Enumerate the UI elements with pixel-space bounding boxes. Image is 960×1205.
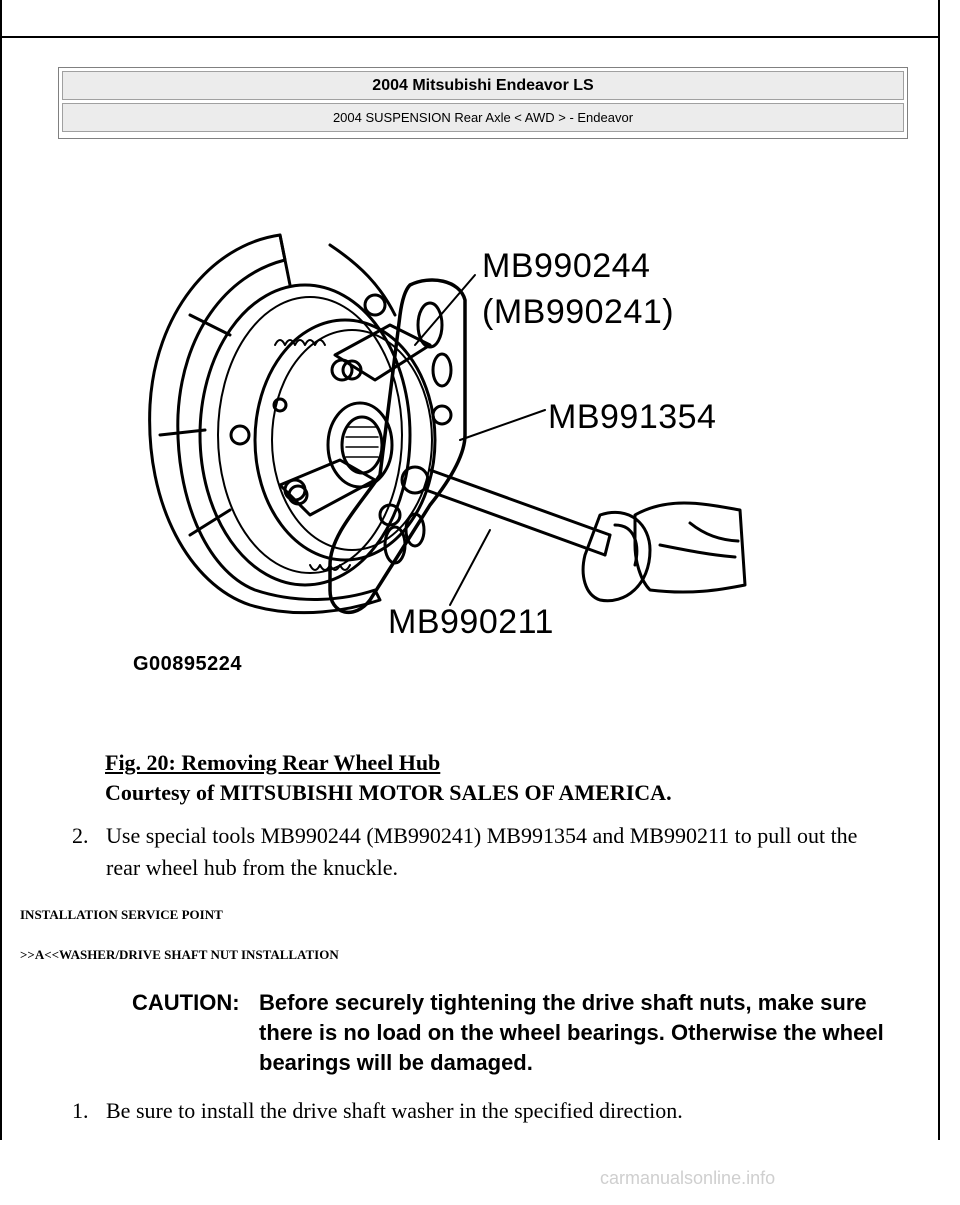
header-title: 2004 Mitsubishi Endeavor LS — [62, 71, 904, 100]
page-frame-right — [938, 0, 940, 1140]
document-header — [58, 67, 908, 139]
section-heading-washer: >>A<<WASHER/DRIVE SHAFT NUT INSTALLATION — [20, 947, 339, 962]
list-item — [72, 820, 892, 884]
caution-note — [132, 988, 914, 1078]
caution-label: CAUTION: — [132, 990, 240, 1015]
figure-courtesy: Courtesy of MITSUBISHI MOTOR SALES OF AMERICA. — [105, 780, 672, 805]
figure-id: G00895224 — [133, 653, 243, 675]
watermark-text: carmanualsonline.info — [600, 1168, 776, 1188]
label-mb990241: (MB990241) — [482, 293, 675, 331]
step-text: Use special tools MB990244 (MB990241) MB991354 and MB990211 to pull out the rear wheel hub from the knuckle. — [106, 823, 858, 880]
figure-caption — [105, 748, 672, 808]
step-list-installation — [72, 1095, 892, 1127]
step-text: Be sure to install the drive shaft washer in the specified direction. — [106, 1098, 683, 1123]
figure-title-link[interactable]: Fig. 20: Removing Rear Wheel Hub — [105, 750, 441, 775]
step-number: 1. — [72, 1098, 89, 1123]
list-item — [72, 1095, 892, 1127]
step-number: 2. — [72, 823, 89, 848]
label-mb991354: MB991354 — [548, 398, 717, 436]
figure-illustration — [130, 205, 750, 695]
page-frame-left — [0, 0, 2, 1140]
page-frame-top — [0, 36, 940, 38]
header-subtitle: 2004 SUSPENSION Rear Axle < AWD > - Endeavor — [62, 103, 904, 132]
caution-text: Before securely tightening the drive shaft nuts, make sure there is no load on the wheel bearings. Otherwise the wheel bearings will be damaged. — [259, 990, 884, 1075]
section-heading-installation: INSTALLATION SERVICE POINT — [20, 907, 223, 922]
label-mb990244: MB990244 — [482, 247, 651, 285]
label-mb990211: MB990211 — [388, 603, 554, 641]
step-list-removal — [72, 820, 892, 884]
